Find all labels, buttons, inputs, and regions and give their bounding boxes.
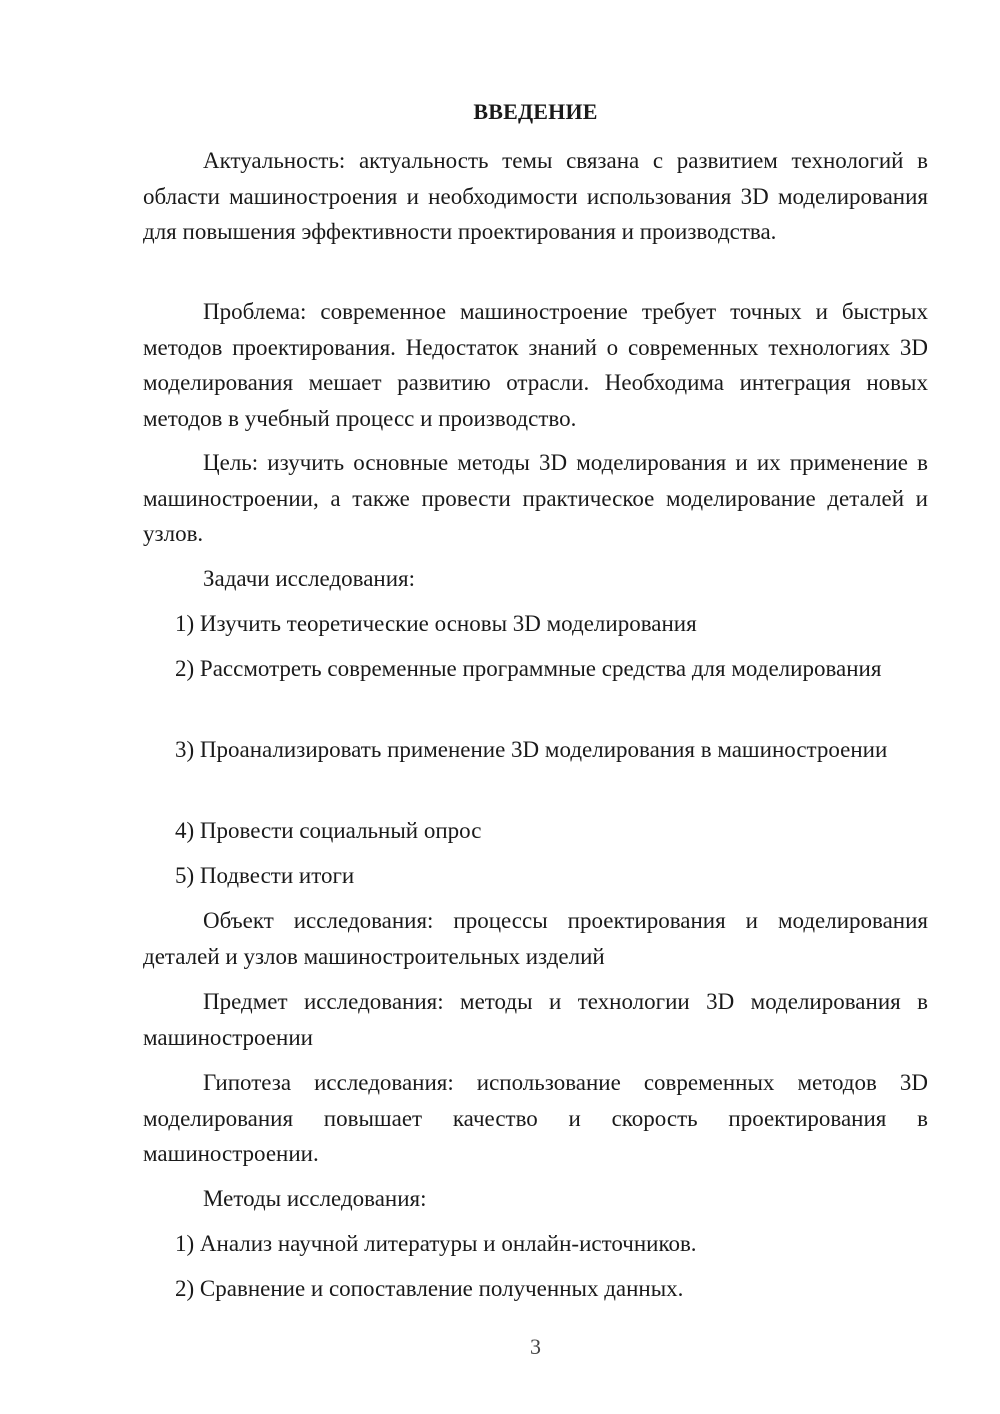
list-item-task-1: 1) Изучить теоретические основы 3D моделирования xyxy=(175,611,697,636)
list-item-task-5: 5) Подвести итоги xyxy=(175,863,355,888)
page-number: 3 xyxy=(530,1334,541,1359)
paragraph-object: Объект исследования: процессы проектирования и моделирования деталей и узлов машиностроительных изделий xyxy=(143,908,928,969)
paragraph-relevance: Актуальность: актуальность темы связана с развитием технологий в области машиностроения и необходимости использования 3D моделирования для повышения эффективности проектирования и производства. xyxy=(143,148,928,244)
list-item-method-2: 2) Сравнение и сопоставление полученных данных. xyxy=(175,1276,684,1301)
paragraph-subject: Предмет исследования: методы и технологии 3D моделирования в машиностроении xyxy=(143,989,928,1050)
list-item-method-1: 1) Анализ научной литературы и онлайн-источников. xyxy=(175,1231,697,1256)
list-item-task-4: 4) Провести социальный опрос xyxy=(175,818,482,843)
paragraph-methods-heading: Методы исследования: xyxy=(203,1186,427,1211)
paragraph-problem: Проблема: современное машиностроение требует точных и быстрых методов проектирования. Недостаток знаний о современных технологиях 3D моделирования мешает развитию отрасли. Необходима интеграция новых методов в учебный процесс и производство. xyxy=(143,299,928,431)
paragraph-goal: Цель: изучить основные методы 3D моделирования и их применение в машиностроении, а также провести практическое моделирование деталей и узлов. xyxy=(143,450,928,546)
paragraph-hypothesis: Гипотеза исследования: использование современных методов 3D моделирования повышает качество и скорость проектирования в машиностроении. xyxy=(143,1070,928,1166)
document-page xyxy=(143,0,928,1414)
list-item-task-2: 2) Рассмотреть современные программные средства для моделирования xyxy=(175,656,882,681)
paragraph-tasks-heading: Задачи исследования: xyxy=(203,566,416,591)
section-title: ВВЕДЕНИЕ xyxy=(473,99,598,124)
list-item-task-3: 3) Проанализировать применение 3D моделирования в машиностроении xyxy=(175,737,888,762)
